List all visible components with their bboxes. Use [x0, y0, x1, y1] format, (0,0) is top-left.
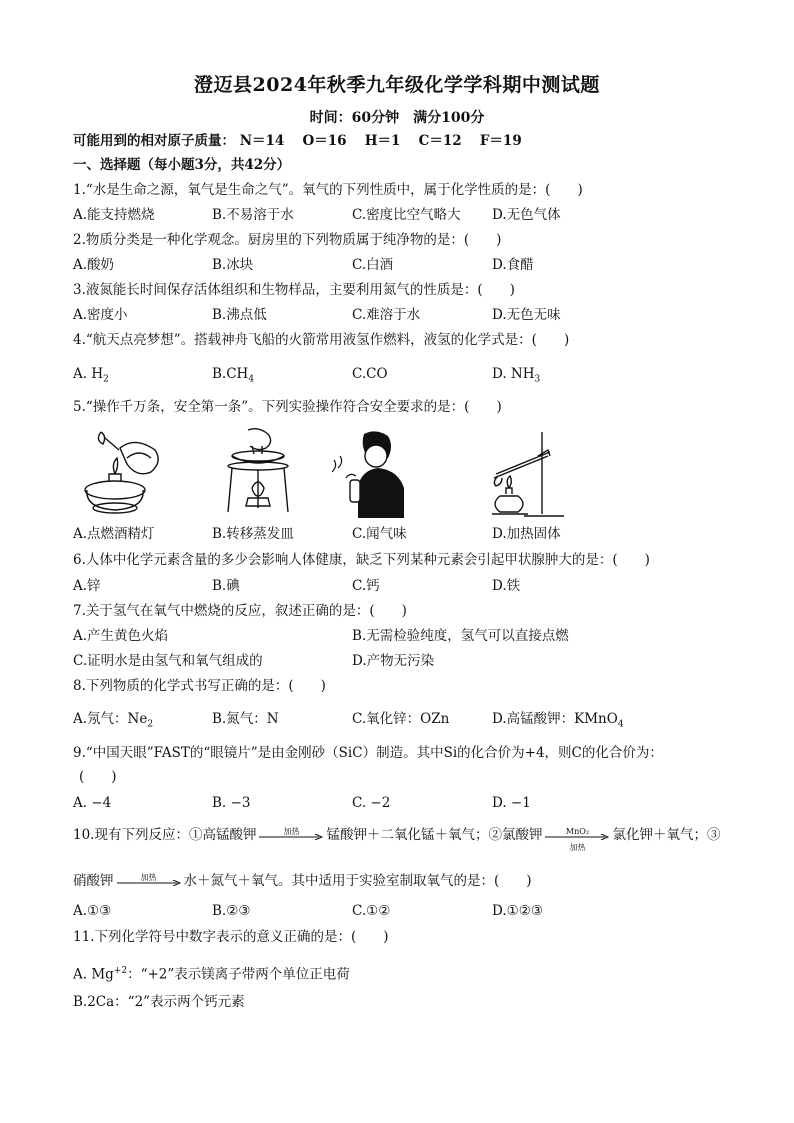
q4-option-c: C.CO: [352, 366, 388, 382]
question-4-stem: 4.“航天点亮梦想”。搭载神舟飞船的火箭常用液氢作燃料，液氢的化学式是：( ): [73, 332, 570, 348]
q4-option-b: $B.CH_4$: [212, 366, 255, 385]
section-heading: 一、选择题（每小题3分，共42分）: [73, 157, 291, 173]
question-7-stem: 7.关于氢气在氧气中燃烧的反应，叙述正确的是：( ): [73, 603, 407, 619]
q9-option-c: C. −2: [352, 795, 391, 811]
q1-option-c: C.密度比空气略大: [352, 207, 461, 223]
q7-option-b: B.无需检验纯度，氢气可以直接点燃: [352, 628, 569, 644]
q6-option-a: A.锌: [73, 578, 101, 594]
question-2-stem: 2.物质分类是一种化学观念。厨房里的下列物质属于纯净物的是：( ): [73, 232, 502, 248]
q3-option-d: D.无色无味: [492, 307, 561, 323]
q3-option-c: C.难溶于水: [352, 307, 421, 323]
q10-option-c: C.①②: [352, 903, 391, 919]
q9-option-b: B. −3: [212, 795, 251, 811]
q9-option-d: D. −1: [492, 795, 531, 811]
q11-option-a: A. $Mg^{+2}$：“+2”表示镁离子带两个单位正电荷: [73, 966, 350, 983]
question-3-stem: 3.液氮能长时间保存活体组织和生物样品，主要利用氮气的性质是：( ): [73, 282, 515, 298]
q2-option-b: B.冰块: [212, 257, 254, 273]
q8-option-b: B.氮气：N: [212, 711, 279, 727]
q5-option-a: A.点燃酒精灯: [73, 526, 155, 542]
q3-option-b: B.沸点低: [212, 307, 267, 323]
q4-option-d: D. $NH_3$: [492, 366, 541, 385]
question-11-stem: 11.下列化学符号中数字表示的意义正确的是：( ): [73, 929, 389, 945]
question-9-stem: 9.“中国天眼”FAST的“眼镜片”是由金刚砂（SiC）制造。其中Si的化合价为+4，则C的化合价为：: [73, 745, 663, 761]
exam-subtitle: 时间：60分钟 满分100分: [309, 110, 485, 126]
q10-option-a: A.①③: [73, 903, 112, 919]
q9-option-a: A. −4: [73, 795, 112, 811]
question-5-stem: 5.“操作千万条，安全第一条”。下列实验操作符合安全要求的是：( ): [73, 399, 502, 415]
q8-option-a: A.氖气：$Ne_2$: [73, 711, 154, 730]
heating-solid-image: [484, 430, 574, 520]
q7-option-c: C.证明水是由氢气和氧气组成的: [73, 653, 263, 669]
q5-option-c: C.闻气味: [352, 526, 407, 542]
question-1-stem: 1.“水是生命之源，氧气是生命之气”。氧气的下列性质中，属于化学性质的是：( ): [73, 182, 583, 198]
reaction-arrow-heat: 加热: [259, 829, 323, 843]
smelling-gas-image: [328, 428, 410, 518]
reaction-arrow-catalyst: MnO₂ 加热: [545, 829, 609, 843]
q7-option-a: A.产生黄色火焰: [73, 628, 169, 644]
lighting-lamp-image: [75, 428, 170, 518]
q6-option-c: C.钙: [352, 578, 380, 594]
q2-option-c: C.白酒: [352, 257, 394, 273]
question-8-stem: 8.下列物质的化学式书写正确的是：( ): [73, 678, 326, 694]
q8-option-c: C.氧化锌：OZn: [352, 711, 450, 727]
q7-option-d: D.产物无污染: [352, 653, 435, 669]
q10-option-d: D.①②③: [492, 903, 543, 919]
evaporating-dish-image: [218, 426, 298, 518]
q2-option-a: A.酸奶: [73, 257, 115, 273]
q8-option-d: D.高锰酸钾：KMnO$_4$: [492, 711, 624, 730]
q4-option-a: A. $H_2$: [73, 366, 109, 385]
q6-option-b: B.碘: [212, 578, 240, 594]
q1-option-a: A.能支持燃烧: [73, 207, 155, 223]
q1-option-d: D.无色气体: [492, 207, 561, 223]
q11-option-b: B.2Ca：“2”表示两个钙元素: [73, 994, 245, 1010]
question-10-line-1: 10.现有下列反应：①高锰酸钾 加热 锰酸钾＋二氧化锰＋氧气；②氯酸钾 MnO₂ 加热 氯化钾＋氧气；③: [73, 826, 721, 852]
question-10-line-2: 硝酸钾 加热 水＋氮气＋氧气。其中适用于实验室制取氧气的是：( ): [73, 872, 532, 889]
q3-option-a: A.密度小: [73, 307, 128, 323]
q10-option-b: B.②③: [212, 903, 251, 919]
q5-option-d: D.加热固体: [492, 526, 561, 542]
question-6-stem: 6.人体中化学元素含量的多少会影响人体健康，缺乏下列某种元素会引起甲状腺肿大的是：( ): [73, 552, 650, 568]
reaction-arrow-heat-2: 加热: [117, 875, 181, 889]
q1-option-b: B.不易溶于水: [212, 207, 294, 223]
q5-option-b: B.转移蒸发皿: [212, 526, 294, 542]
q2-option-d: D.食醋: [492, 257, 534, 273]
exam-title: 澄迈县2024年秋季九年级化学学科期中测试题: [194, 74, 600, 96]
atomic-masses: 可能用到的相对原子质量： N＝14 O＝16 H＝1 C＝12 F＝19: [73, 133, 522, 149]
question-9-paren: ( ): [79, 769, 117, 785]
q6-option-d: D.铁: [492, 578, 521, 594]
